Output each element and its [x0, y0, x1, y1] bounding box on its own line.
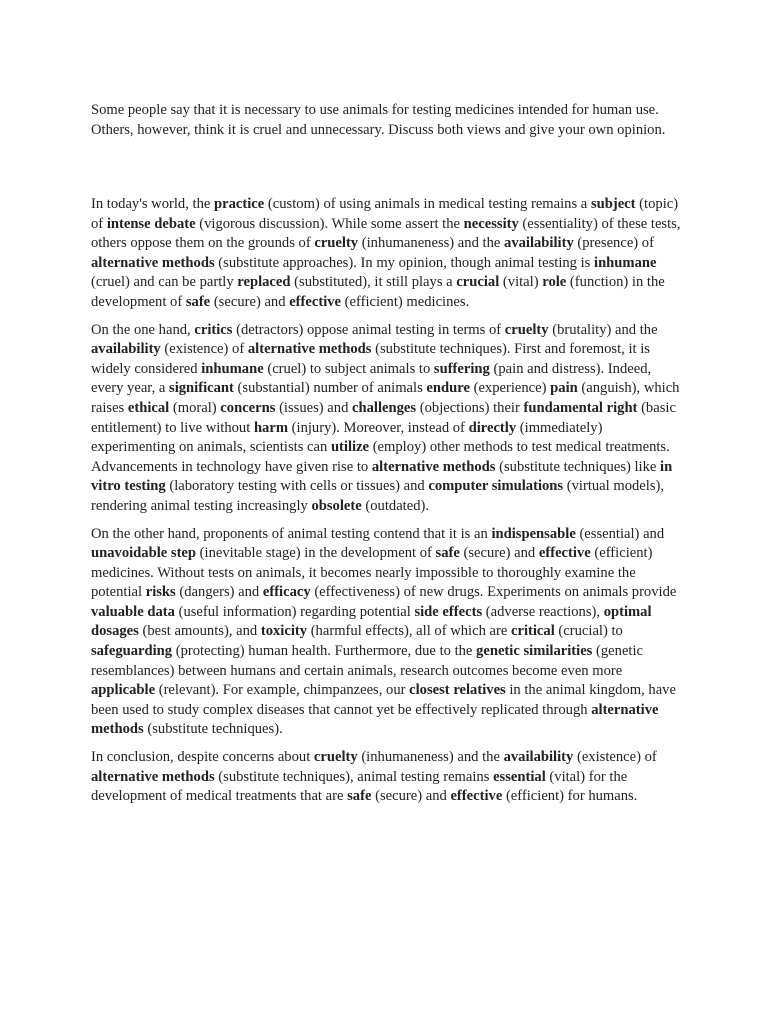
essay-prompt: Some people say that it is necessary to use animals for testing medicines intended for human use. Others, however, think it is cruel and unnecessary. Discuss both views and give your own opinion.	[91, 102, 666, 138]
key-term: alternative methods	[371, 458, 496, 475]
key-term: pain	[550, 380, 578, 397]
text-segment: (brutality) and the	[548, 321, 658, 338]
text-segment: (outdated).	[361, 497, 430, 514]
text-segment: (basic entitlement) to live without	[91, 399, 676, 436]
text-segment: (harmful effects), all of which are	[307, 623, 511, 640]
text-segment: (essential) and	[575, 525, 665, 542]
paragraph-introduction	[91, 195, 681, 313]
text-segment: (secure) and	[459, 545, 539, 562]
key-term: alternative methods	[247, 341, 372, 358]
text-segment: (substituted), it still plays a	[290, 274, 457, 291]
text-segment: (employ) other methods to test medical treatments. Advancements in technology have given rise to	[91, 439, 670, 475]
key-term: safe	[435, 545, 460, 562]
key-term: practice	[214, 196, 265, 212]
text-segment: (substitute techniques). First and foremost, it is widely considered	[91, 341, 650, 377]
key-term: alternative methods	[91, 701, 659, 738]
paragraph-body-paragraph-critics	[91, 321, 681, 517]
text-segment: On the other hand, proponents of animal testing contend that it is an	[91, 525, 492, 542]
key-term: utilize	[330, 439, 370, 456]
key-term: subject	[590, 196, 636, 212]
key-term: directly	[468, 419, 517, 436]
key-term: unavoidable step	[91, 545, 197, 562]
key-term: ethical	[127, 399, 170, 416]
text-segment: (substantial) number of animals	[233, 380, 427, 397]
key-term: availability	[503, 749, 574, 766]
text-segment: (experience)	[469, 380, 551, 397]
key-term: concerns	[220, 399, 276, 416]
text-segment: (pain and distress). Indeed, every year, a	[91, 360, 652, 397]
text-segment: In conclusion, despite concerns about	[91, 749, 314, 766]
text-segment: (inhumaneness) and the	[358, 235, 505, 252]
key-term: fundamental right	[523, 399, 638, 416]
text-segment: (laboratory testing with cells or tissues) and	[165, 478, 429, 495]
text-segment: (relevant). For example, chimpanzees, our	[155, 682, 410, 699]
key-term: safe	[347, 788, 372, 805]
text-segment: (injury). Moreover, instead of	[288, 419, 469, 436]
text-segment: (vital)	[499, 274, 543, 291]
key-term: significant	[169, 380, 234, 397]
text-segment: (crucial) to	[554, 623, 623, 640]
key-term: computer simulations	[428, 478, 564, 495]
text-segment: (inhumaneness) and the	[357, 749, 504, 766]
key-term: role	[542, 274, 567, 291]
key-term: critical	[511, 623, 555, 640]
key-term: valuable data	[91, 603, 175, 620]
key-term: replaced	[237, 274, 291, 291]
key-term: cruelty	[314, 235, 359, 252]
key-term: cruelty	[313, 749, 358, 766]
key-term: effective	[450, 788, 503, 805]
key-term: suffering	[433, 360, 490, 377]
key-term: indispensable	[491, 525, 576, 542]
key-term: intense debate	[106, 215, 196, 232]
text-segment: On the one hand,	[91, 321, 195, 338]
key-term: critics	[194, 321, 233, 338]
text-segment: (inevitable stage) in the development of	[196, 545, 436, 562]
text-segment: In today's world, the	[91, 196, 215, 212]
key-term: endure	[426, 380, 470, 397]
key-term: availability	[504, 235, 574, 252]
text-segment: (efficient) for humans.	[502, 788, 638, 805]
key-term: essential	[493, 768, 546, 785]
text-segment: (immediately) experimenting on animals, scientists can	[91, 419, 603, 456]
key-term: alternative methods	[91, 254, 215, 271]
key-term: safe	[185, 293, 211, 310]
key-term: in vitro testing	[91, 458, 673, 495]
key-term: toxicity	[260, 623, 308, 640]
text-segment: (objections) their	[416, 399, 524, 416]
essay-body	[91, 195, 681, 815]
key-term: availability	[91, 341, 161, 358]
text-segment: (substitute techniques) like	[495, 458, 661, 475]
key-term: harm	[253, 419, 288, 436]
text-segment: (vital) for the development of medical treatments that are	[91, 768, 628, 805]
text-segment: (presence) of	[573, 235, 654, 252]
text-segment: in the animal kingdom, have been used to study complex diseases that cannot yet be effectively replicated through	[91, 682, 676, 718]
key-term: obsolete	[311, 497, 362, 514]
text-segment: (secure) and	[371, 788, 451, 805]
text-segment: (cruel) to subject animals to	[263, 360, 434, 377]
key-term: effective	[289, 293, 342, 310]
text-segment: (cruel) and can be partly	[91, 274, 238, 291]
text-segment: (moral)	[169, 399, 221, 416]
key-term: inhumane	[594, 254, 657, 271]
text-segment: (topic) of	[91, 196, 679, 232]
paragraph-body-paragraph-proponents	[91, 525, 681, 741]
text-segment: (effectiveness) of new drugs. Experiments on animals provide	[310, 584, 677, 601]
key-term: alternative methods	[91, 768, 215, 785]
text-segment: (dangers) and	[175, 584, 263, 601]
text-segment: (existence) of	[573, 749, 657, 766]
text-segment: (substitute techniques), animal testing remains	[214, 768, 494, 785]
key-term: crucial	[456, 274, 500, 291]
key-term: effective	[538, 545, 591, 562]
key-term: genetic similarities	[476, 643, 593, 660]
text-segment: (vigorous discussion). While some assert the	[195, 215, 464, 232]
key-term: necessity	[463, 215, 519, 232]
key-term: inhumane	[201, 360, 264, 377]
key-term: closest relatives	[409, 682, 506, 699]
key-term: side effects	[414, 603, 483, 620]
text-segment: (essentiality) of these tests, others oppose them on the grounds of	[91, 215, 681, 252]
key-term: safeguarding	[91, 643, 173, 660]
key-term: optimal dosages	[91, 603, 652, 640]
text-segment: (issues) and	[275, 399, 353, 416]
text-segment: (adverse reactions),	[482, 603, 604, 620]
text-segment: (existence) of	[160, 341, 248, 358]
text-segment: (anguish), which raises	[91, 380, 680, 416]
text-segment: (useful information) regarding potential	[174, 603, 415, 620]
text-segment: (protecting) human health. Furthermore, due to the	[172, 643, 477, 660]
key-term: efficacy	[262, 584, 311, 601]
text-segment: (substitute approaches). In my opinion, though animal testing is	[214, 254, 595, 271]
paragraph-conclusion	[91, 748, 681, 807]
text-segment: (efficient) medicines.	[341, 293, 470, 310]
text-segment: (secure) and	[210, 293, 290, 310]
text-segment: (efficient) medicines. Without tests on animals, it becomes nearly impossible to thoroughly examine the potential	[91, 545, 653, 601]
text-segment: (detractors) oppose animal testing in terms of	[232, 321, 505, 338]
text-segment: (substitute techniques).	[143, 721, 283, 738]
key-term: challenges	[352, 399, 417, 416]
key-term: risks	[145, 584, 176, 601]
text-segment: (best amounts), and	[138, 623, 261, 640]
text-segment: (virtual models), rendering animal testing increasingly	[91, 478, 665, 514]
text-segment: (function) in the development of	[91, 274, 665, 310]
text-segment: (genetic resemblances) between humans and certain animals, research outcomes become even more	[91, 643, 644, 679]
key-term: cruelty	[504, 321, 549, 338]
text-segment: (custom) of using animals in medical testing remains a	[264, 196, 591, 212]
key-term: applicable	[91, 682, 156, 699]
